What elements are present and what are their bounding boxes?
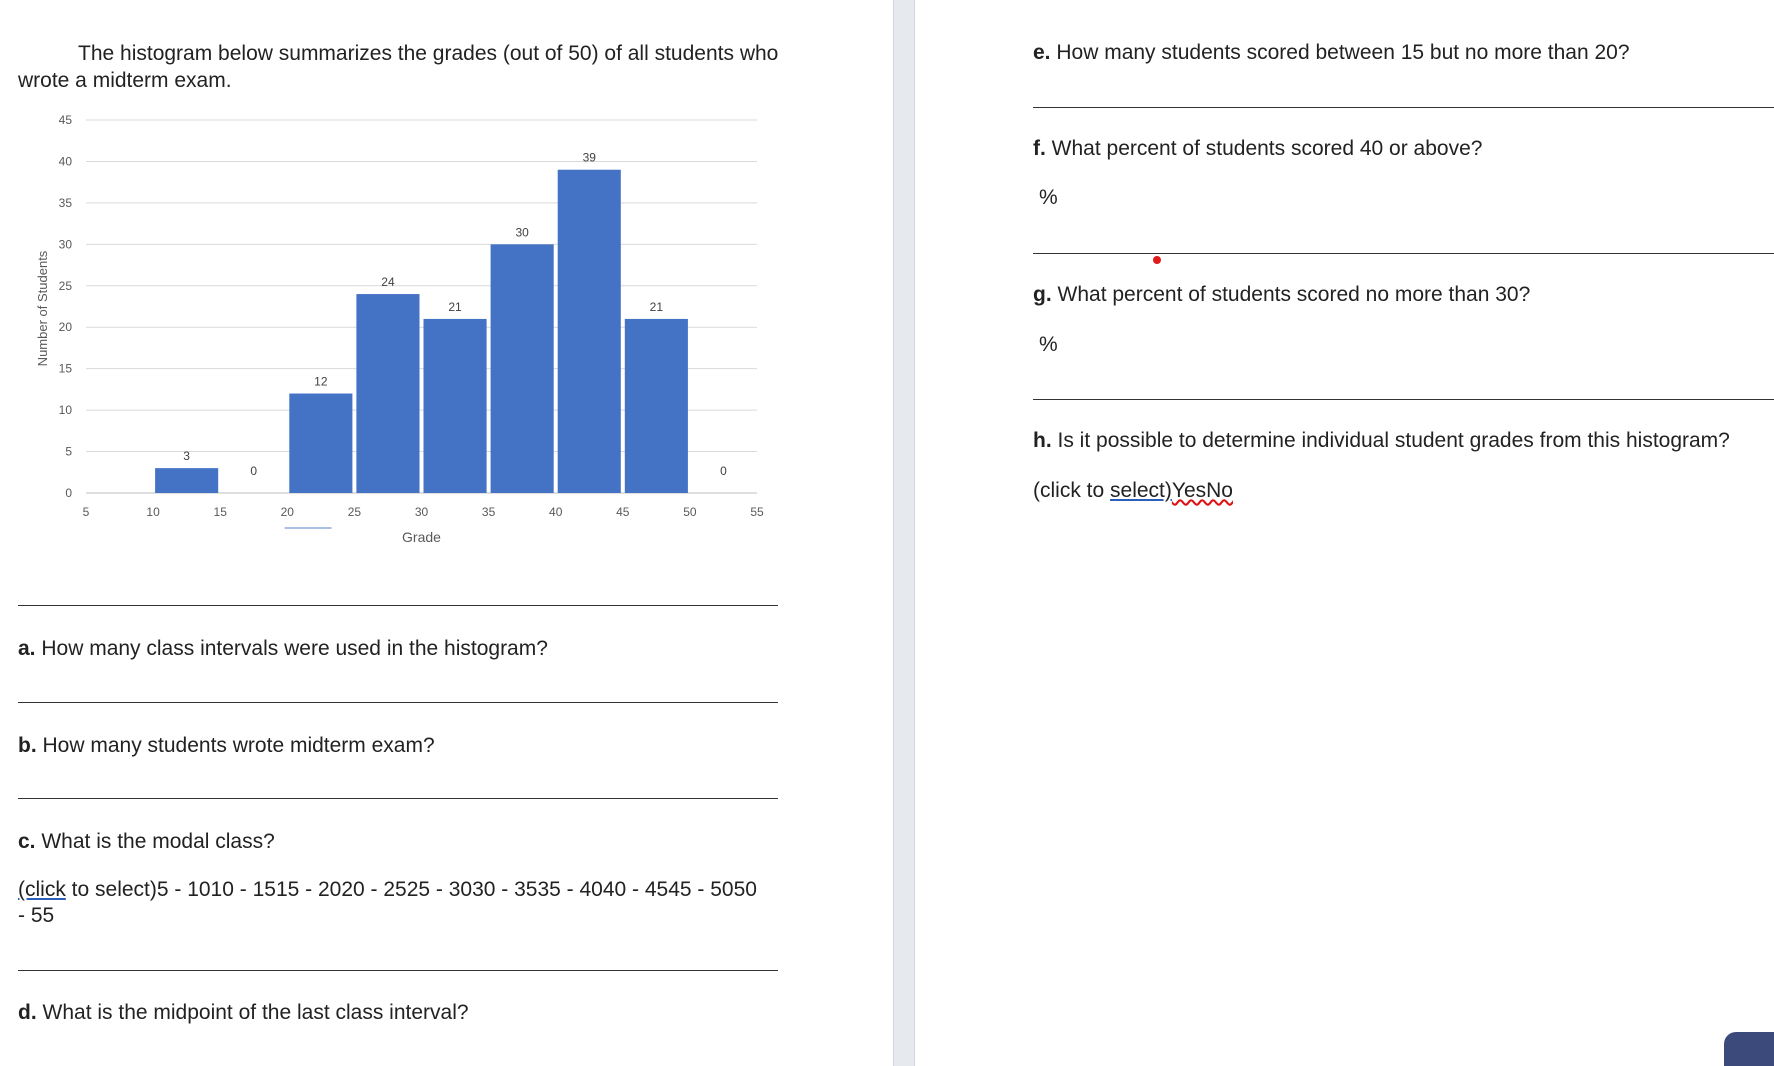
yes-no-select[interactable]	[1033, 478, 1233, 504]
y-tick-label: 5	[65, 444, 72, 459]
bar-data-label: 21	[649, 299, 664, 314]
question-g-letter: g.	[1033, 283, 1052, 306]
y-tick-label: 10	[58, 403, 72, 418]
question-b-letter: b.	[18, 734, 37, 757]
answer-field-c[interactable]	[18, 970, 778, 971]
x-tick-label: 35	[481, 505, 496, 519]
x-tick-label: 30	[414, 505, 429, 519]
x-tick-label: 15	[213, 505, 227, 519]
histogram-bar	[491, 244, 554, 493]
x-tick-label: 20	[280, 505, 294, 519]
question-b	[18, 733, 435, 759]
question-d-text: What is the midpoint of the last class interval?	[42, 1001, 469, 1024]
question-c-text: What is the modal class?	[41, 830, 275, 853]
y-tick-label: 0	[65, 486, 72, 500]
modal-class-select[interactable]	[18, 877, 758, 929]
question-a	[18, 636, 548, 662]
histogram-bar	[155, 468, 218, 493]
question-a-letter: a.	[18, 637, 36, 660]
answer-field-g[interactable]	[1033, 399, 1774, 400]
question-g-text: What percent of students scored no more than 30?	[1057, 283, 1531, 306]
histogram-bar	[289, 394, 352, 493]
question-e-text: How many students scored between 15 but no more than 20?	[1056, 41, 1630, 64]
question-d	[18, 1000, 469, 1026]
question-h	[1033, 428, 1730, 454]
question-c-letter: c.	[18, 830, 36, 853]
x-tick-label: 55	[750, 505, 764, 519]
x-tick-label: 5	[82, 505, 90, 519]
intro-text: The histogram below summarizes the grades (out of 50) of all students who wrote a midterm exam.	[18, 42, 779, 92]
bar-data-label: 39	[582, 150, 596, 165]
question-h-text: Is it possible to determine individual student grades from this histogram?	[1057, 429, 1730, 452]
right-page	[915, 0, 1774, 1066]
cursor-dot	[1153, 256, 1161, 264]
question-g	[1033, 282, 1530, 308]
x-axis-title: Grade	[402, 529, 441, 545]
answer-field-b[interactable]	[18, 798, 778, 799]
question-f-text: What percent of students scored 40 or above?	[1051, 137, 1483, 160]
x-tick-label: 25	[347, 505, 362, 519]
page-divider	[893, 0, 915, 1066]
histogram-chart	[0, 100, 780, 560]
y-tick-label: 15	[58, 361, 72, 376]
corner-tab-button[interactable]	[1724, 1032, 1774, 1066]
histogram-bar	[356, 294, 419, 493]
histogram-bar	[625, 319, 688, 493]
answer-field-f[interactable]	[1033, 253, 1774, 254]
question-f-letter: f.	[1033, 137, 1046, 160]
histogram-bar	[424, 319, 487, 493]
x-tick-label: 45	[616, 505, 630, 519]
question-a-text: How many class intervals were used in the histogram?	[41, 637, 548, 660]
question-b-text: How many students wrote midterm exam?	[42, 734, 435, 757]
y-tick-label: 25	[58, 278, 72, 293]
x-tick-label: 40	[549, 505, 563, 519]
modal-class-select-options: to select)5 - 1010 - 1515 - 2020 - 2525 - 3030 - 3535 - 4040 - 4545 - 5050 - 55	[18, 878, 757, 927]
bar-data-label: 0	[720, 464, 727, 478]
y-axis-title: Number of Students	[35, 250, 50, 367]
histogram-bar	[558, 170, 621, 493]
bar-data-label: 3	[183, 449, 190, 464]
question-e	[1033, 40, 1630, 66]
y-tick-label: 30	[58, 237, 72, 252]
yes-no-select-label: select)	[1110, 479, 1172, 502]
yes-no-select-prefix: (click to	[1033, 479, 1111, 502]
bar-data-label: 24	[381, 275, 395, 290]
answer-field-g-unit: %	[1039, 333, 1058, 356]
answer-rule-top	[18, 605, 778, 606]
bar-data-label: 30	[515, 225, 529, 240]
question-d-letter: d.	[18, 1001, 37, 1024]
modal-class-select-prefix: (click	[18, 878, 66, 901]
question-e-letter: e.	[1033, 41, 1051, 64]
question-h-letter: h.	[1033, 429, 1052, 452]
bar-data-label: 21	[448, 299, 462, 314]
x-tick-label: 10	[146, 505, 160, 519]
bar-data-label: 12	[314, 374, 328, 389]
answer-field-f-unit: %	[1039, 186, 1058, 209]
y-tick-label: 20	[58, 320, 72, 335]
bar-data-label: 0	[250, 464, 258, 478]
y-tick-label: 40	[58, 154, 72, 169]
question-c	[18, 829, 275, 855]
answer-field-e[interactable]	[1033, 107, 1774, 108]
yes-no-select-options: YesNo	[1171, 479, 1233, 502]
y-tick-label: 45	[58, 113, 72, 127]
answer-field-a[interactable]	[18, 702, 778, 703]
question-f	[1033, 136, 1482, 162]
y-tick-label: 35	[58, 195, 72, 210]
x-tick-label: 50	[683, 505, 697, 519]
